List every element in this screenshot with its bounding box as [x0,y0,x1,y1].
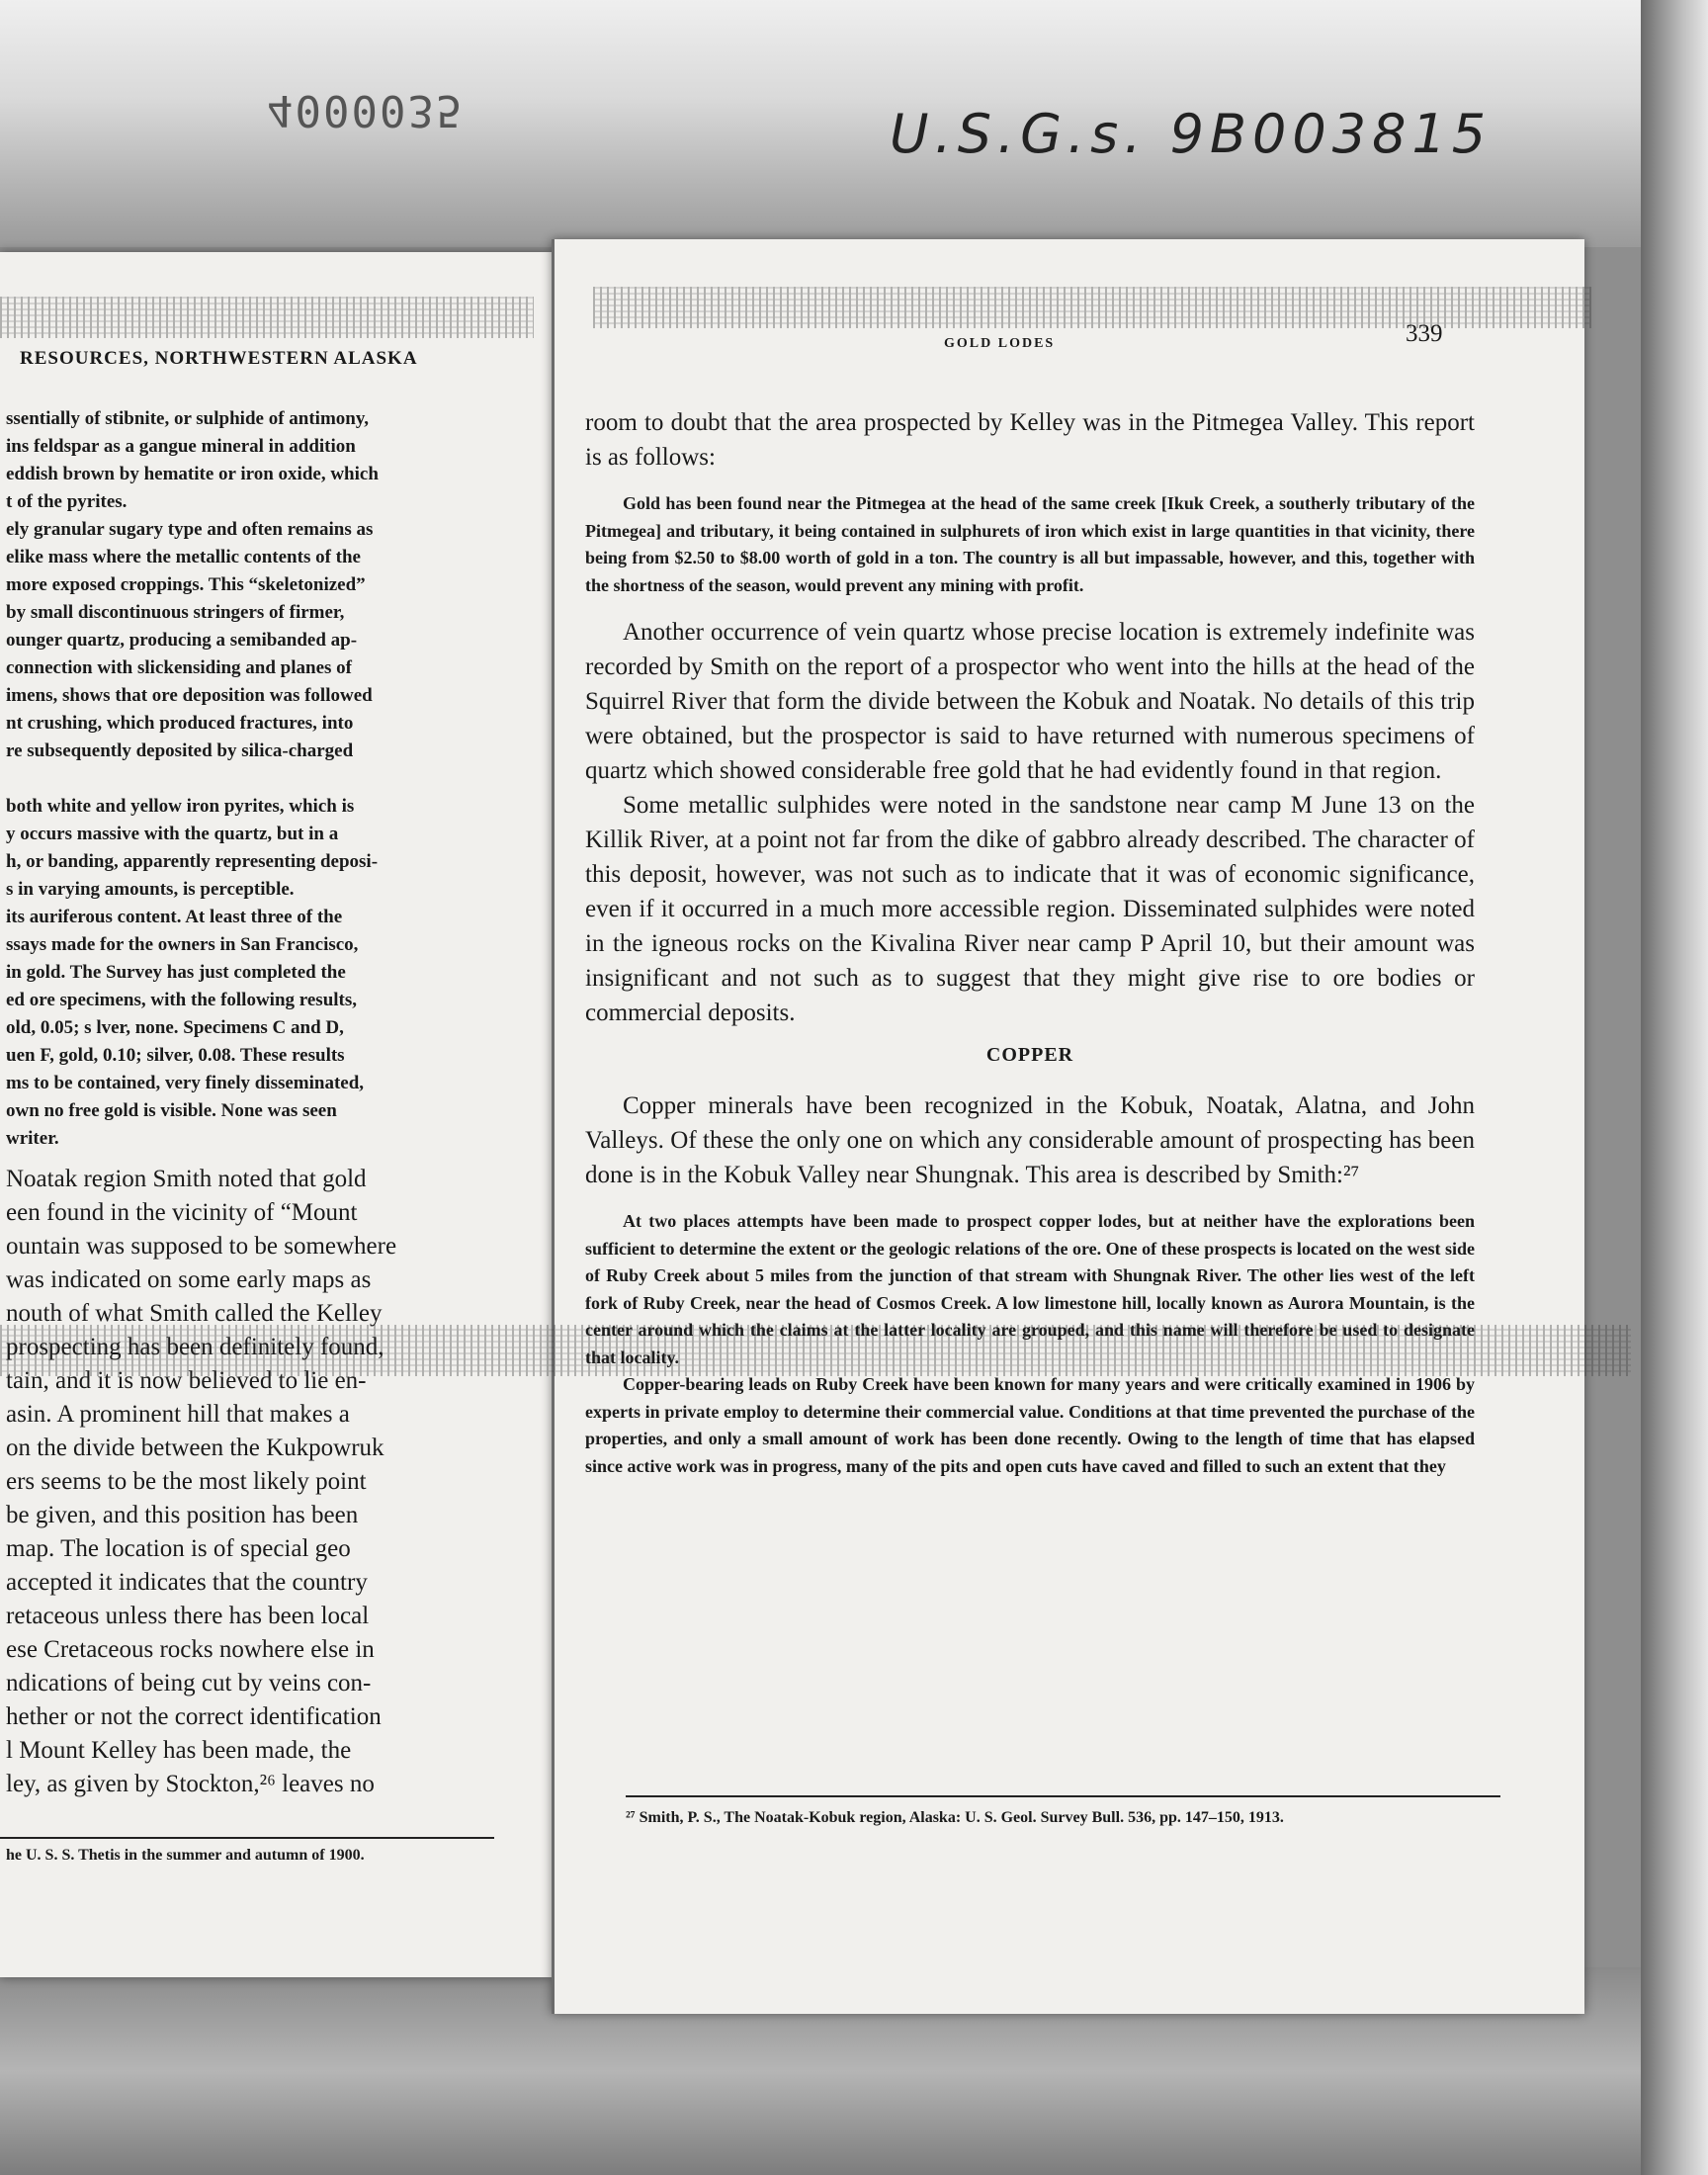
text-line: s in varying amounts, is perceptible. [6,879,295,900]
text-line: both white and yellow iron pyrites, which is [6,796,355,817]
text-line: by small discontinuous stringers of firmer, [6,602,345,623]
text-line: ese Cretaceous rocks nowhere else in [6,1636,375,1663]
paragraph-copper: Copper minerals have been recognized in the Kobuk, Noatak, Alatna, and John Valleys. Of these the only one on which any considerable amount of prospecting has been done is in the Kobuk Valley near Shungnak. This area is described by Smith:²⁷ [585,1092,1475,1188]
text-line: een found in the vicinity of “Mount [6,1199,358,1226]
text-line: ley, as given by Stockton,²⁶ leaves no [6,1771,375,1797]
text-line: ounger quartz, producing a semibanded ap- [6,630,358,651]
text-line: map. The location is of special geo [6,1535,351,1562]
text-line: asin. A prominent hill that makes a [6,1401,350,1428]
text-line: nouth of what Smith called the Kelley [6,1300,383,1327]
text-line: ndications of being cut by veins con- [6,1670,372,1696]
text-line: old, 0.05; s lver, none. Specimens C and D, [6,1017,344,1038]
text-line [6,765,506,793]
text-line: Noatak region Smith noted that gold [6,1166,367,1192]
paragraph-vein-quartz: Another occurrence of vein quartz whose precise location is extremely indefinite was recorded by Smith on the report of a prospector who went into the hills at the head of the Squirrel River that form the divide between the Kobuk and Noatak. No details of this trip were obtained, but the prospector is said to have returned with numerous specimens of quartz which showed considerable free gold that he had evidently found in that region. [585,619,1475,784]
intro-paragraph: room to doubt that the area prospected by Kelley was in the Pitmegea Valley. This report is as follows: [585,409,1475,471]
text-line: nt crushing, which produced fractures, into [6,713,354,734]
text-line: elike mass where the metallic contents of the [6,547,361,567]
text-line: in gold. The Survey has just completed the [6,962,346,983]
text-line: connection with slickensiding and planes of [6,657,352,678]
left-large-text-block [6,1163,506,1801]
scan-right-edge [1641,0,1708,2175]
text-line: its auriferous content. At least three of the [6,907,343,927]
text-line: uen F, gold, 0.10; silver, 0.08. These results [6,1045,345,1066]
mirrored-stamp-number: 4000035 [267,85,465,135]
text-line: retaceous unless there has been local [6,1603,370,1629]
left-page-text [6,405,506,1801]
quoted-ruby-creek: Copper-bearing leads on Ruby Creek have been known for many years and were critically examined in 1906 by experts in private employ to determine their commercial value. Conditions at that time prevented the purchase of the properties, and only a small amount of work has been done recently. Owing to the length of time that has elapsed since active work was in progress, many of the pits and open cuts have caved and filled to such an extent that they [585,1374,1475,1476]
right-footnote: ²⁷ Smith, P. S., The Noatak-Kobuk region, Alaska: U. S. Geol. Survey Bull. 536, pp. 147–150, 1913. [626,1809,1284,1826]
quoted-copper-prospects: At two places attempts have been made to prospect copper lodes, but at neither have the explorations been sufficient to determine the extent or the geologic relations of the ore. One of these prospects is located on the west side of Ruby Creek about 5 miles from the junction of that stream with Shungnak River. The other lies west of the left fork of Ruby Creek, near the head of Cosmos Creek. A low limestone hill, locally known as Aurora Mountain, is the center around which the claims at the latter locality are grouped, and this name will therefore be used to designate that locality. [585,1211,1475,1367]
text-line: ely granular sugary type and often remains as [6,519,374,540]
text-line: ins feldspar as a gangue mineral in addition [6,436,356,457]
text-line: was indicated on some early maps as [6,1266,372,1293]
usgs-handwritten-mark: U.S.G.s. 9B003815 [890,103,1493,165]
text-line: accepted it indicates that the country [6,1569,368,1596]
page-number: 339 [1406,320,1443,347]
text-line: t of the pyrites. [6,491,128,512]
right-page-text [585,405,1475,1480]
right-footnote-rule [626,1795,1500,1797]
text-line: l Mount Kelley has been made, the [6,1737,352,1764]
section-heading-copper: COPPER [985,1044,1074,1066]
text-line: own no free gold is visible. None was seen [6,1100,337,1121]
text-line: ed ore specimens, with the following results, [6,990,358,1010]
text-line: be given, and this position has been [6,1502,359,1528]
text-line: ountain was supposed to be somewhere [6,1233,397,1260]
text-line: h, or banding, apparently representing deposi- [6,851,379,872]
quoted-report: Gold has been found near the Pitmegea at the head of the same creek [Ikuk Creek, a southerly tributary of the Pitmegea] and tributary, it being contained in sulphurets of iron which exist in large quantities in that vicinity, there being from $2.50 to $8.00 worth of gold in a ton. The country is all but impassable, however, and this, together with the shortness of the season, would prevent any mining with profit. [585,493,1475,595]
left-footnote-rule [0,1837,494,1839]
text-line: eddish brown by hematite or iron oxide, which [6,464,379,484]
text-line: tain, and it is now believed to lie en- [6,1367,367,1394]
text-line: prospecting has been definitely found, [6,1334,384,1360]
right-running-head: GOLD LODES [944,336,1056,351]
text-line: writer. [6,1128,59,1149]
text-line: re subsequently deposited by silica-charged [6,740,354,761]
text-line: ers seems to be the most likely point [6,1468,367,1495]
text-line: y occurs massive with the quartz, but in a [6,824,339,844]
scan-noise [0,297,534,338]
left-footnote: he U. S. S. Thetis in the summer and autumn of 1900. [6,1847,365,1864]
left-small-text-block [6,405,506,1153]
left-running-head: RESOURCES, NORTHWESTERN ALASKA [20,348,418,369]
text-line: on the divide between the Kukpowruk [6,1435,384,1461]
text-line: ms to be contained, very finely disseminated, [6,1073,365,1093]
text-line: hether or not the correct identification [6,1703,382,1730]
text-line: ssays made for the owners in San Francisco, [6,934,359,955]
text-line: more exposed croppings. This “skeletonized” [6,574,366,595]
text-line: imens, shows that ore deposition was followed [6,685,373,706]
paragraph-sulphides: Some metallic sulphides were noted in the sandstone near camp M June 13 on the Killik River, at a point not far from the dike of gabbro already described. The character of this deposit, however, was not such as to indicate that it was of economic significance, even if it occurred in a much more accessible region. Disseminated sulphides were noted in the igneous rocks on the Kivalina River near camp P April 10, but their amount was insignificant and not such as to suggest that they might give rise to ore bodies or commercial deposits. [585,792,1475,1026]
text-line: ssentially of stibnite, or sulphide of antimony, [6,408,370,429]
